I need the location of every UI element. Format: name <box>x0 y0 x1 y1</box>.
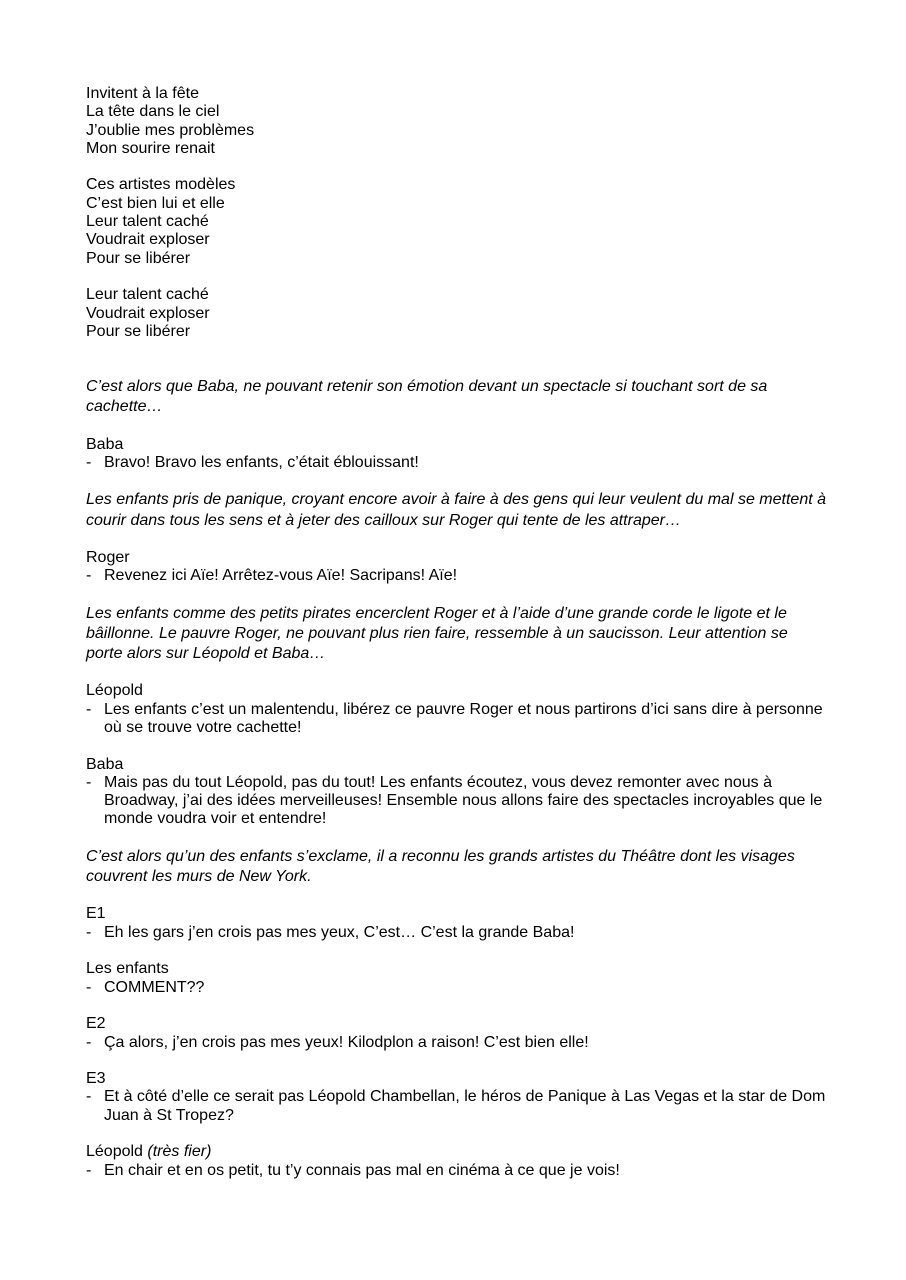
lyric-line: Leur talent caché <box>86 213 209 231</box>
lyric-line: Mon sourire renait <box>86 139 215 157</box>
lyric-line: C’est bien lui et elle <box>86 194 225 212</box>
dialogue-text: Mais pas du tout Léopold, pas du tout! Les enfants écoutez, vous devez remonter avec nous à Broadway, j’ai des idées merveilleuses! Ensemble nous allons faire des spectacles incroyables que le monde voudra voir et entendre! <box>104 773 823 828</box>
lyric-line: La tête dans le ciel <box>86 103 220 121</box>
dialogue-line <box>86 567 826 585</box>
dialogue-text: Bravo! Bravo les enfants, c’était éblouissant! <box>104 453 419 471</box>
dialogue-text: Revenez ici Aïe! Arrêtez-vous Aïe! Sacripans! Aïe! <box>104 567 458 585</box>
stage-direction: Les enfants pris de panique, croyant encore avoir à faire à des gens qui leur veulent du mal se mettent à courir dans tous les sens et à jeter des cailloux sur Roger qui tente de les attraper… <box>86 491 826 529</box>
dialogue-block <box>86 436 826 473</box>
dialogue-line <box>86 1162 826 1180</box>
speaker-name: Baba <box>86 755 124 773</box>
stage-direction: C’est alors qu’un des enfants s’exclame, il a reconnu les grands artistes du Théâtre dont les visages couvrent les murs de New York. <box>86 848 795 886</box>
speaker-name: Léopold <box>86 1143 143 1161</box>
dialogue-block <box>86 1070 826 1125</box>
dash-marker: - <box>86 923 92 941</box>
dialogue-line <box>86 454 826 472</box>
dash-marker: - <box>86 700 92 718</box>
dialogue-text: Eh les gars j’en crois pas mes yeux, C’est… C’est la grande Baba! <box>104 923 575 941</box>
speaker-name: Les enfants <box>86 960 169 978</box>
dialogue-block <box>86 1143 826 1180</box>
dialogue-line <box>86 1088 826 1125</box>
dialogue-line <box>86 774 826 829</box>
lyric-line: Leur talent caché <box>86 286 209 304</box>
dialogue-line <box>86 1034 826 1052</box>
lyric-line: Invitent à la fête <box>86 85 199 102</box>
speaker-name: Roger <box>86 548 130 566</box>
lyric-line: Ces artistes modèles <box>86 176 236 194</box>
dialogue-text: Et à côté d’elle ce serait pas Léopold Chambellan, le héros de Panique à Las Vegas et la star de Dom Juan à St Tropez? <box>104 1088 826 1124</box>
dialogue-text: COMMENT?? <box>104 978 205 996</box>
stage-direction: C’est alors que Baba, ne pouvant retenir son émotion devant un spectacle si touchant sort de sa cachette… <box>86 378 768 416</box>
dash-marker: - <box>86 773 92 791</box>
speaker-name: Baba <box>86 435 124 453</box>
dialogue-block <box>86 756 826 829</box>
dialogue-block <box>86 905 826 942</box>
document-page <box>86 85 826 1198</box>
dash-marker: - <box>86 1161 92 1179</box>
dialogue-block <box>86 682 826 737</box>
lyrics-stanza-1 <box>86 85 826 158</box>
speaker-name: E2 <box>86 1015 106 1033</box>
speaker-name: E1 <box>86 905 106 923</box>
dialogue-line <box>86 701 826 738</box>
lyrics-stanza-2 <box>86 176 826 267</box>
dash-marker: - <box>86 1033 92 1051</box>
lyric-line: Pour se libérer <box>86 249 191 267</box>
lyric-line: Voudrait exploser <box>86 231 210 249</box>
dialogue-block <box>86 960 826 997</box>
speaker-name: Léopold <box>86 682 143 700</box>
dash-marker: - <box>86 978 92 996</box>
speaker-name: E3 <box>86 1070 106 1088</box>
lyric-line: J’oublie mes problèmes <box>86 121 255 139</box>
lyric-line: Pour se libérer <box>86 322 191 340</box>
dash-marker: - <box>86 567 92 585</box>
lyrics-stanza-3 <box>86 286 826 341</box>
dash-marker: - <box>86 1088 92 1106</box>
dialogue-text: Les enfants c’est un malentendu, libérez ce pauvre Roger et nous partirons d’ici sans dire à personne où se trouve votre cachette! <box>104 700 823 736</box>
dialogue-block <box>86 549 826 586</box>
dialogue-line <box>86 979 826 997</box>
stage-direction: Les enfants comme des petits pirates encerclent Roger et à l’aide d’une grande corde le ligote et le bâillonne. Le pauvre Roger, ne pouvant plus rien faire, ressemble à un saucisson. Leur attention se porte alors sur Léopold et Baba… <box>86 604 788 663</box>
stage-note: (très fier) <box>147 1143 212 1161</box>
speaker-with-note <box>86 1143 826 1161</box>
dialogue-text: Ça alors, j’en crois pas mes yeux! Kilodplon a raison! C’est bien elle! <box>104 1033 589 1051</box>
dialogue-block <box>86 1015 826 1052</box>
lyric-line: Voudrait exploser <box>86 304 210 322</box>
dialogue-text: En chair et en os petit, tu t’y connais pas mal en cinéma à ce que je vois! <box>104 1161 620 1179</box>
dialogue-line <box>86 924 826 942</box>
dash-marker: - <box>86 453 92 471</box>
